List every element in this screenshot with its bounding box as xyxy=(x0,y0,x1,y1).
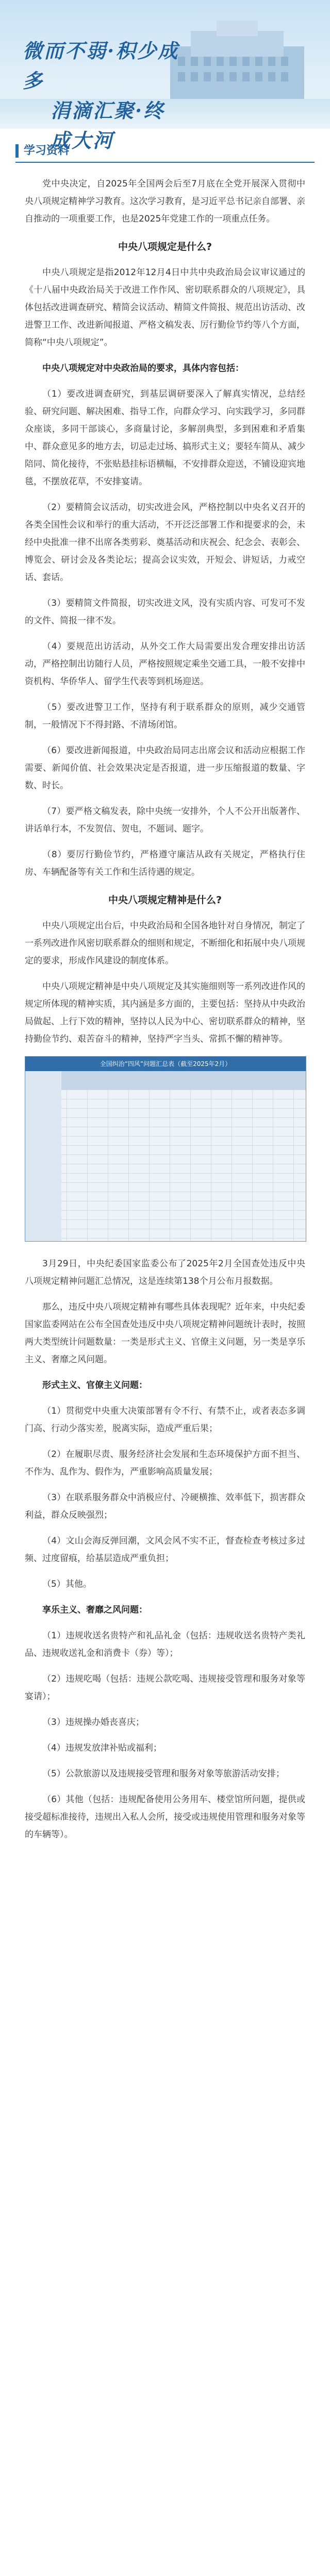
table-header-row xyxy=(25,1071,306,1090)
requirement-item: （5）要改进警卫工作，坚持有利于联系群众的原则，减少交通管制，一般情况下不得封路、不清场闭馆。 xyxy=(25,702,305,730)
slogan-line-1: 微而不弱·积少成多 xyxy=(23,39,179,92)
article-body xyxy=(25,175,305,1852)
table-grid xyxy=(25,1071,306,1241)
spirit-paragraph-1: 中央八项规定出台后，中央政治局和全国各地针对自身情况，制定了一系列改进作风密切联系群众的细则和规定，不断细化和拓展中央八项规定的要求，形成作风建设的制度体系。 xyxy=(25,921,305,966)
requirement-item: （2）要精简会议活动，切实改进会风，严格控制以中央名义召开的各类全国性会议和举行的重大活动，不开泛泛部署工作和提要求的会，未经中央批准一律不出席各类剪彩、奠基活动和庆祝会、纪念会、表彰会、博览会、研讨会及各类论坛；提高会议实效，开短会、讲短话，力戒空话、套话。 xyxy=(25,502,305,583)
formalism-heading: 形式主义、官僚主义问题： xyxy=(42,1380,147,1391)
hedonism-item: （5）公款旅游以及违规接受管理和服务对象等旅游活动安排； xyxy=(42,1769,285,1779)
formalism-item: （2）在履职尽责、服务经济社会发展和生态环境保护方面不担当、不作为、乱作为、假作为，严重影响高质量发展； xyxy=(25,1449,305,1477)
section-marker xyxy=(15,144,19,158)
heading-what-is-rules: 中央八项规定是什么? xyxy=(118,241,212,252)
violation-types-paragraph: 那么，违反中央八项规定精神有哪些具体表现呢？近年来，中央纪委国家监委网站在公布全国查处违反中央八项规定精神问题统计表时，按照两大类型统计问题数量：一类是形式主义、官僚主义问题，另一类是享乐主义、奢靡之风问题。 xyxy=(25,1302,305,1365)
section-header xyxy=(15,140,315,163)
politburo-requirements-heading: 中央八项规定对中央政治局的要求，具体内容包括： xyxy=(42,363,244,374)
rules-definition-paragraph: 中央八项规定是指2012年12月4日中共中央政治局会议审议通过的《十八届中央政治局关于改进工作作风、密切联系群众的八项规定》，具体包括改进调查研究、精简会议活动、精简文件简报、规范出访活动、改进警卫工作、改进新闻报道、严格文稿发表、厉行勤俭节约等八个方面，简称“中央八项规定”。 xyxy=(25,267,305,348)
hedonism-item: （2）违规吃喝（包括：违规公款吃喝、违规接受管理和服务对象等宴请）； xyxy=(25,1674,305,1702)
hedonism-item: （6）其他（包括：违规配备使用公务用车、楼堂馆所问题，提供或接受超标准接待，违规出入私人会所，接受或违规使用管理和服务对象等的车辆等）。 xyxy=(25,1794,305,1840)
section-title: 学习资料 xyxy=(24,144,70,157)
banner-slogan xyxy=(23,36,183,156)
slogan-line-2: 涓滴汇聚·终成大河 xyxy=(51,99,165,152)
requirement-item: （1）要改进调查研究，到基层调研要深入了解真实情况，总结经验、研究问题、解决困难、指导工作，向群众学习、向实践学习，多同群众座谈，多同干部谈心，多商量讨论，多解剖典型，多到困难和矛盾集中、群众意见多的地方去，切忌走过场、搞形式主义；要轻车简从、减少陪同、简化接待，不张贴悬挂标语横幅，不安排群众迎送，不铺设迎宾地毯，不摆放花草，不安排宴请。 xyxy=(25,389,305,487)
monthly-report-paragraph: 3月29日，中央纪委国家监委公布了2025年2月全国查处违反中央八项规定精神问题汇总情况，这是连续第138个月公布月报数据。 xyxy=(25,1259,305,1286)
table-first-column xyxy=(25,1071,61,1241)
requirement-item: （3）要精简文件简报，切实改进文风，没有实质内容、可发可不发的文件、简报一律不发。 xyxy=(25,598,305,626)
building-illustration xyxy=(160,15,315,103)
table-caption: 全国纠治“四风”问题汇总表（截至2025年2月） xyxy=(25,1057,306,1071)
requirement-item: （8）要厉行勤俭节约，严格遵守廉洁从政有关规定，严格执行住房、车辆配备等有关工作和生活待遇的规定。 xyxy=(25,850,305,877)
formalism-item: （4）文山会海反弹回潮，文风会风不实不正，督查检查考核过多过频、过度留痕，给基层造成严重负担； xyxy=(25,1536,305,1564)
hedonism-item: （1）违规收送名贵特产和礼品礼金（包括：违规收送名贵特产类礼品、违规收送礼金和消费卡（券）等）； xyxy=(25,1631,305,1658)
requirement-item: （6）要改进新闻报道，中央政治局同志出席会议和活动应根据工作需要、新闻价值、社会效果决定是否报道，进一步压缩报道的数量、字数、时长。 xyxy=(25,745,305,791)
statistics-table-image xyxy=(25,1056,306,1242)
hedonism-item: （3）违规操办婚丧喜庆； xyxy=(42,1717,144,1727)
formalism-item: （5）其他。 xyxy=(42,1579,92,1589)
intro-paragraph: 党中央决定，自2025年全国两会后至7月底在全党开展深入贯彻中央八项规定精神学习教育。这次学习教育，是习近平总书记亲自部署、亲自推动的一项重要工作，也是2025年党建工作的一项重点任务。 xyxy=(25,179,305,224)
heading-spirit: 中央八项规定精神是什么? xyxy=(108,894,222,906)
hedonism-item: （4）违规发放津补贴或福利； xyxy=(42,1743,162,1753)
requirement-item: （7）要严格文稿发表，除中央统一安排外，个人不公开出版著作、讲话单行本，不发贺信、贺电，不题词、题字。 xyxy=(25,806,305,834)
section-rule xyxy=(15,162,315,163)
spirit-paragraph-2: 中央八项规定精神是中央八项规定及其实施细则等一系列改进作风的规定所体现的精神实质，其内涵是多方面的，主要包括：坚持从中央政治局做起、上行下效的精神，坚持以人民为中心、密切联系群众的精神，坚持勤俭节约、艰苦奋斗的精神，坚持严字当头、常抓不懈的精神等。 xyxy=(25,981,305,1044)
requirement-item: （4）要规范出访活动，从外交工作大局需要出发合理安排出访活动，严格控制出访随行人员，严格按照规定乘坐交通工具，一般不安排中资机构、华侨华人、留学生代表等到机场迎送。 xyxy=(25,641,305,687)
formalism-item: （3）在联系服务群众中消极应付、冷硬横推、效率低下，损害群众利益，群众反映强烈； xyxy=(25,1493,305,1520)
formalism-item: （1）贯彻党中央重大决策部署有令不行、有禁不止，或者表态多调门高、行动少落实差，脱离实际，造成严重后果； xyxy=(25,1406,305,1434)
hedonism-heading: 享乐主义、奢靡之风问题： xyxy=(42,1605,147,1615)
